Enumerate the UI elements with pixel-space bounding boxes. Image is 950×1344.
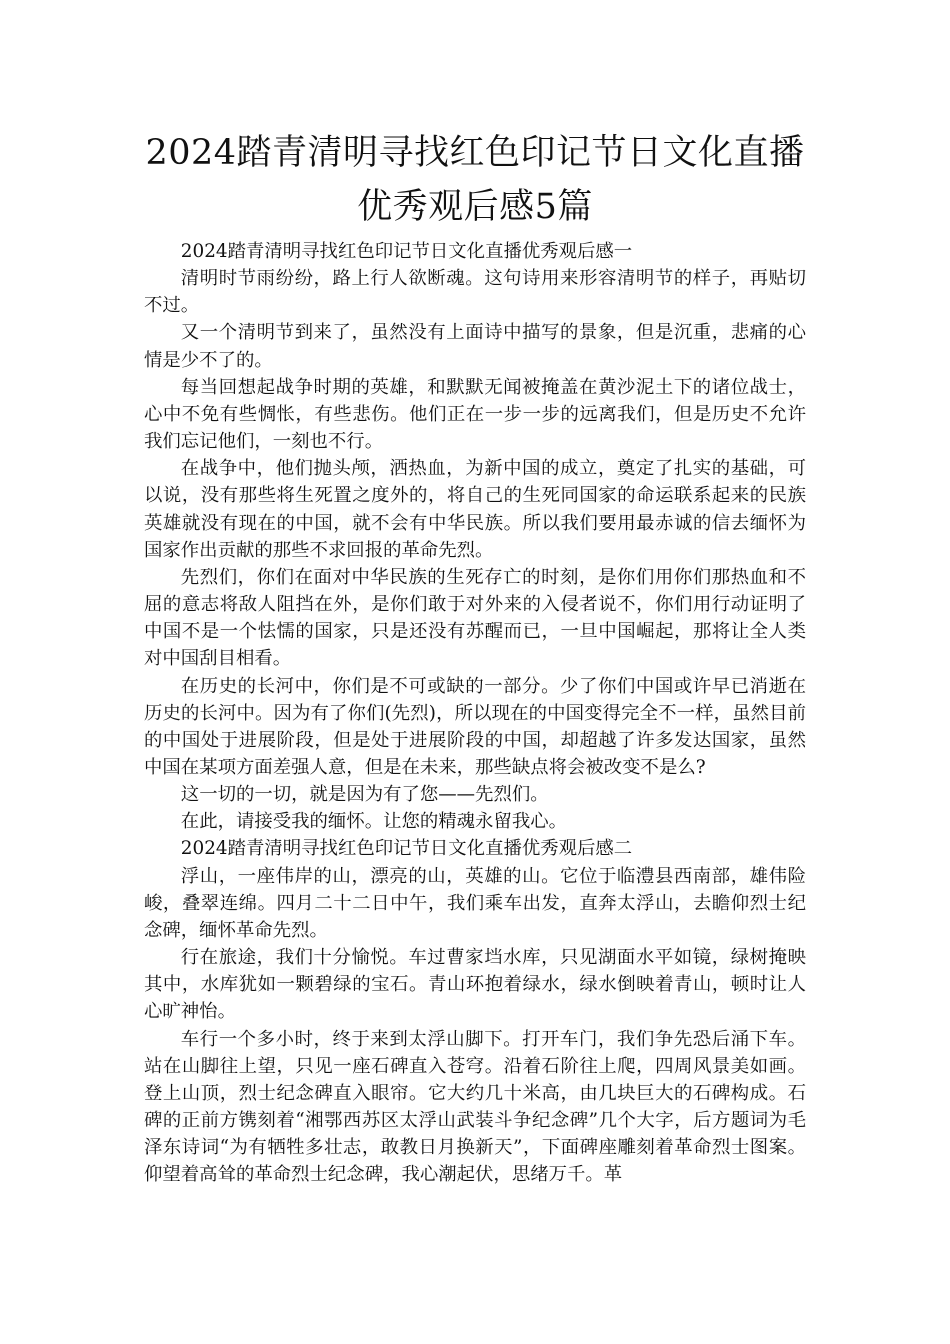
paragraph: 又一个清明节到来了，虽然没有上面诗中描写的景象，但是沉重，悲痛的心情是少不了的。 <box>144 322 806 371</box>
paragraph: 清明时节雨纷纷，路上行人欲断魂。这句诗用来形容清明节的样子，再贴切不过。 <box>144 268 806 317</box>
section-heading: 2024踏青清明寻找红色印记节日文化直播优秀观后感一 <box>180 241 633 262</box>
paragraph: 在此，请接受我的缅怀。让您的精魂永留我心。 <box>180 811 568 833</box>
title-line-2: 优秀观后感5篇 <box>357 187 593 227</box>
paragraph: 行在旅途，我们十分愉悦。车过曹家垱水库，只见湖面水平如镜，绿树掩映其中，水库犹如一颗碧绿的宝石。青山环抱着绿水，绿水倒映着青山，顿时让人心旷神怡。 <box>144 947 806 1023</box>
paragraph: 车行一个多小时，终于来到太浮山脚下。打开车门，我们争先恐后涌下车。站在山脚往上望，只见一座石碑直入苍穹。沿着石阶往上爬，四周风景美如画。登上山顶，烈士纪念碑直入眼帘。它大约几十米高，由几块巨大的石碑构成。石碑的正前方镌刻着“湘鄂西苏区太浮山武装斗争纪念碑”几个大字，后方题词为毛泽东诗词“为有牺牲多壮志，敢教日月换新天”，下面碑座雕刻着革命烈士图案。仰望着高耸的革命烈士纪念碑，我心潮起伏，思绪万千。革 <box>144 1028 806 1186</box>
paragraph: 在战争中，他们抛头颅，洒热血，为新中国的成立，奠定了扎实的基础，可以说，没有那些将生死置之度外的，将自己的生死同国家的命运联系起来的民族英雄就没有现在的中国，就不会有中华民族。所以我们要用最赤诚的信去缅怀为国家作出贡献的那些不求回报的革命先烈。 <box>144 458 806 561</box>
section-heading: 2024踏青清明寻找红色印记节日文化直播优秀观后感二 <box>180 838 633 860</box>
paragraph: 这一切的一切，就是因为有了您——先烈们。 <box>180 784 549 806</box>
paragraph: 每当回想起战争时期的英雄，和默默无闻被掩盖在黄沙泥土下的诸位战士，心中不免有些惆怅，有些悲伤。他们正在一步一步的远离我们，但是历史不允许我们忘记他们，一刻也不行。 <box>144 376 806 453</box>
paragraph: 浮山，一座伟岸的山，漂亮的山，英雄的山。它位于临澧县西南部，雄伟险峻，叠翠连绵。四月二十二日中午，我们乘车出发，直奔太浮山，去瞻仰烈士纪念碑，缅怀革命先烈。 <box>144 865 806 941</box>
document-body <box>144 238 806 1188</box>
title-line-1: 2024踏青清明寻找红色印记节日文化直播 <box>145 133 805 173</box>
document-title <box>120 126 830 234</box>
paragraph: 先烈们，你们在面对中华民族的生死存亡的时刻，是你们用你们那热血和不屈的意志将敌人阻挡在外，是你们敢于对外来的入侵者说不，你们用行动证明了中国不是一个怯懦的国家，只是还没有苏醒而已，一旦中国崛起，那将让全人类对中国刮目相看。 <box>144 566 806 670</box>
paragraph: 在历史的长河中，你们是不可或缺的一部分。少了你们中国或许早已消逝在历史的长河中。因为有了你们(先烈)，所以现在的中国变得完全不一样，虽然目前的中国处于进展阶段，但是处于进展阶段的中国，却超越了许多发达国家，虽然中国在某项方面差强人意，但是在未来，那些缺点将会被改变不是么? <box>144 675 806 778</box>
